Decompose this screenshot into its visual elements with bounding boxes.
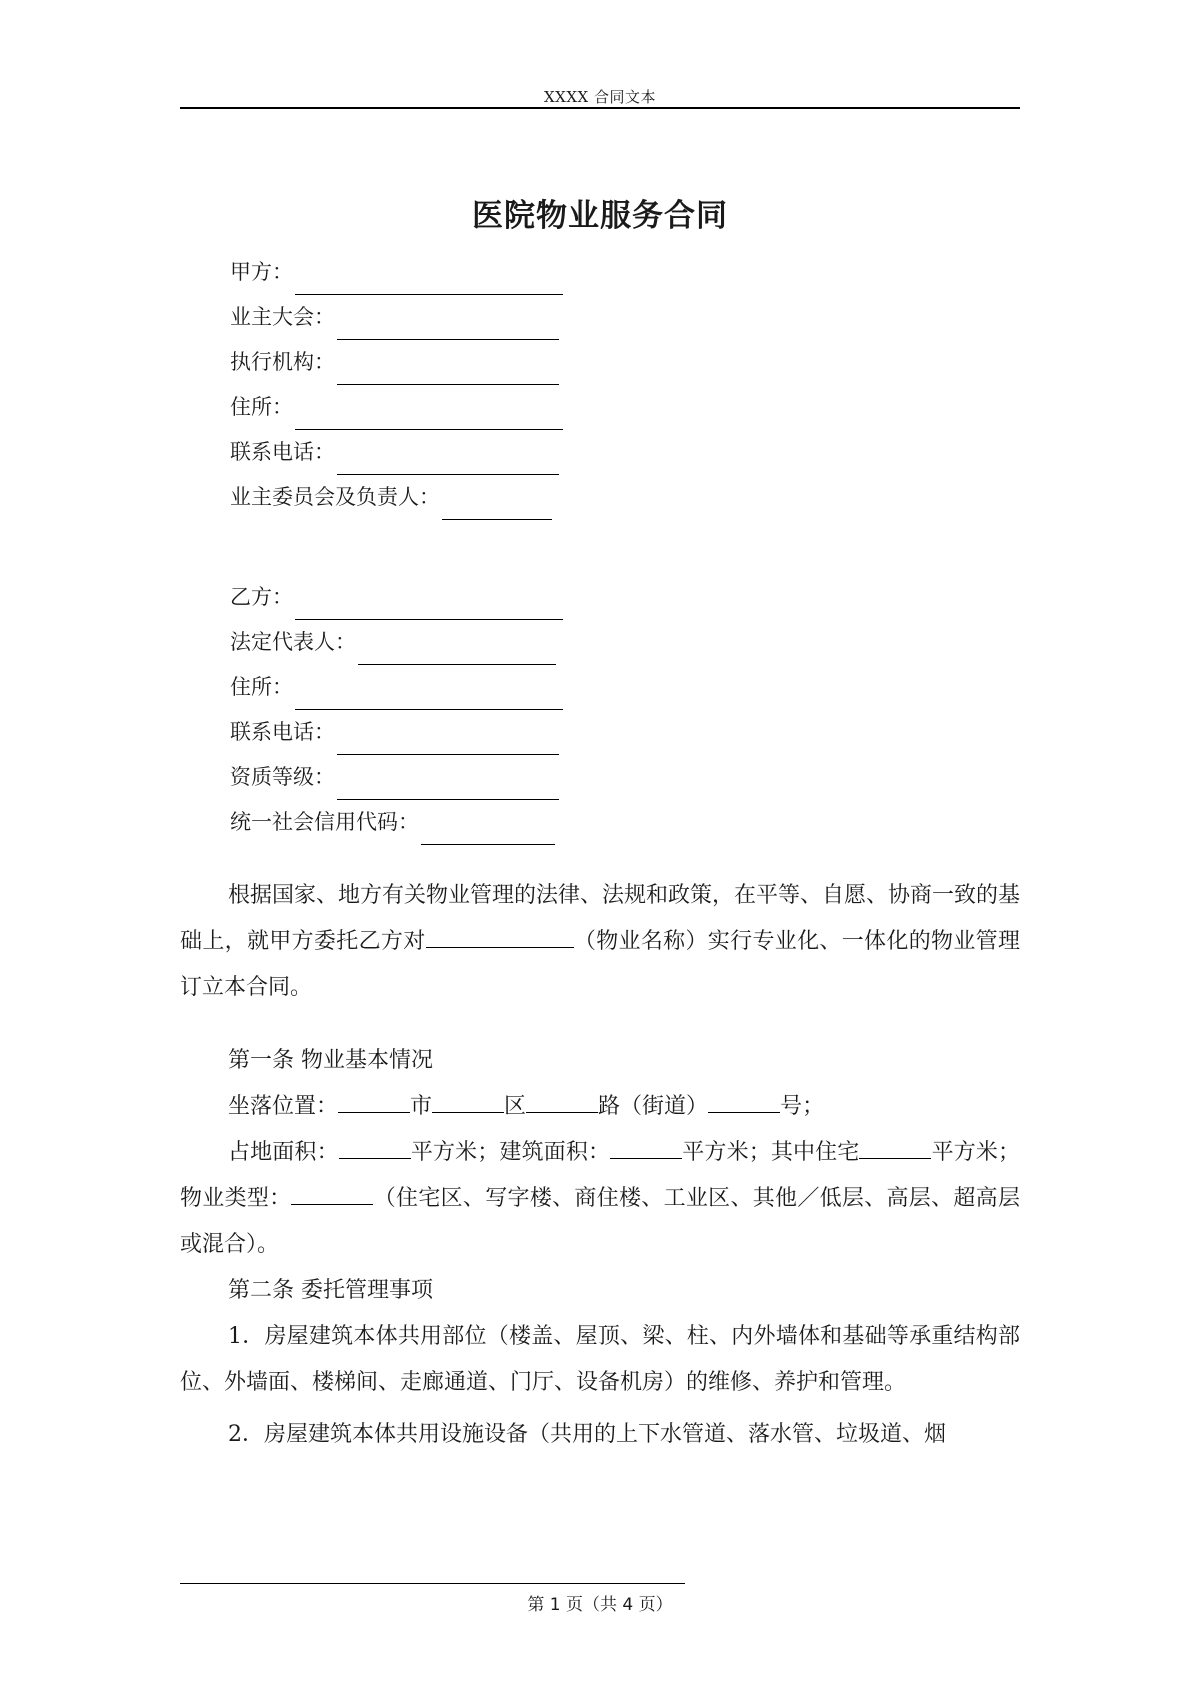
intro-text-1: 根据国家、地方有关物业管理的法律、法规和政策，在平等、自愿、协商一致的基础上，就甲方委托乙方对	[180, 883, 1021, 954]
unit-text: 号；	[780, 1094, 825, 1119]
party-b-field	[230, 575, 563, 620]
unit-text: 平方米；建筑面积：	[410, 1140, 611, 1165]
article-2-item-1: 1．房屋建筑本体共用部位（楼盖、屋顶、梁、柱、内外墙体和基础等承重结构部位、外墙面、楼梯间、走廊通道、门厅、设备机房）的维修、养护和管理。	[180, 1324, 1020, 1395]
article-2-heading: 第二条 委托管理事项	[228, 1278, 433, 1303]
fill-in-blank[interactable]	[442, 485, 552, 520]
fill-in-blank[interactable]	[859, 1132, 931, 1159]
location-line	[180, 1084, 1020, 1130]
unit-text: 市	[410, 1094, 433, 1119]
page-number: 第 1 页（共 4 页）	[527, 1595, 673, 1615]
party-a-fields	[230, 250, 563, 520]
field-label: 联系电话：	[230, 720, 335, 744]
party-b-field	[230, 665, 563, 710]
area-label: 占地面积：	[228, 1140, 339, 1165]
intro-text-2: （物业名称）实行专业化、一体化的物业管理订立本合同。	[180, 929, 1020, 1000]
field-label: 甲方：	[230, 260, 293, 284]
field-label: 法定代表人：	[230, 630, 356, 654]
header-divider	[180, 107, 1020, 109]
fill-in-blank[interactable]	[421, 810, 555, 845]
fill-in-blank[interactable]	[337, 765, 559, 800]
article-2	[180, 1268, 1020, 1458]
unit-text: 区	[504, 1094, 527, 1119]
article-1-heading: 第一条 物业基本情况	[228, 1048, 433, 1073]
field-label: 执行机构：	[230, 350, 335, 374]
party-a-field	[230, 475, 563, 520]
fill-in-blank[interactable]	[610, 1132, 682, 1159]
fill-in-blank[interactable]	[526, 1086, 598, 1113]
field-label: 乙方：	[230, 585, 293, 609]
area-paragraph	[180, 1130, 1020, 1268]
location-label: 坐落位置：	[228, 1094, 339, 1119]
party-a-field	[230, 295, 563, 340]
running-header: XXXX 合同文本	[544, 88, 656, 106]
party-b-field	[230, 755, 563, 800]
field-label: 资质等级：	[230, 765, 335, 789]
fill-in-blank[interactable]	[295, 395, 563, 430]
party-a-field	[230, 340, 563, 385]
fill-in-blank[interactable]	[338, 1086, 410, 1113]
party-b-field	[230, 800, 563, 845]
party-b-field	[230, 620, 563, 665]
field-label: 统一社会信用代码：	[230, 810, 419, 834]
field-label: 住所：	[230, 395, 293, 419]
party-b-field	[230, 710, 563, 755]
fill-in-blank[interactable]	[291, 1178, 373, 1205]
article-1	[180, 1038, 1020, 1268]
fill-in-blank[interactable]	[339, 1132, 411, 1159]
fill-in-blank[interactable]	[295, 585, 563, 620]
field-label: 联系电话：	[230, 440, 335, 464]
document-title: 医院物业服务合同	[472, 198, 728, 234]
property-types-text: （住宅区、写字楼、商住楼、工业区、其他／低层、高层、超高层或混合）。	[180, 1186, 1020, 1257]
field-label: 住所：	[230, 675, 293, 699]
party-a-field	[230, 250, 563, 295]
field-label: 业主大会：	[230, 305, 335, 329]
party-a-field	[230, 385, 563, 430]
field-label: 业主委员会及负责人：	[230, 485, 440, 509]
property-name-blank[interactable]	[426, 921, 574, 948]
fill-in-blank[interactable]	[337, 305, 559, 340]
fill-in-blank[interactable]	[358, 630, 556, 665]
fill-in-blank[interactable]	[295, 675, 563, 710]
footer-divider	[180, 1583, 685, 1584]
fill-in-blank[interactable]	[295, 260, 563, 295]
fill-in-blank[interactable]	[337, 440, 559, 475]
unit-text: 平方米；物业类型：	[180, 1140, 1020, 1211]
fill-in-blank[interactable]	[708, 1086, 780, 1113]
fill-in-blank[interactable]	[337, 350, 559, 385]
unit-text: 路（街道）	[598, 1094, 709, 1119]
fill-in-blank[interactable]	[432, 1086, 504, 1113]
intro-paragraph	[180, 873, 1020, 1011]
party-b-fields	[230, 575, 563, 845]
party-a-field	[230, 430, 563, 475]
article-2-item-2: 2．房屋建筑本体共用设施设备（共用的上下水管道、落水管、垃圾道、烟	[228, 1422, 946, 1447]
contract-body	[180, 873, 1020, 1011]
fill-in-blank[interactable]	[337, 720, 559, 755]
unit-text: 平方米；其中住宅	[682, 1140, 860, 1165]
